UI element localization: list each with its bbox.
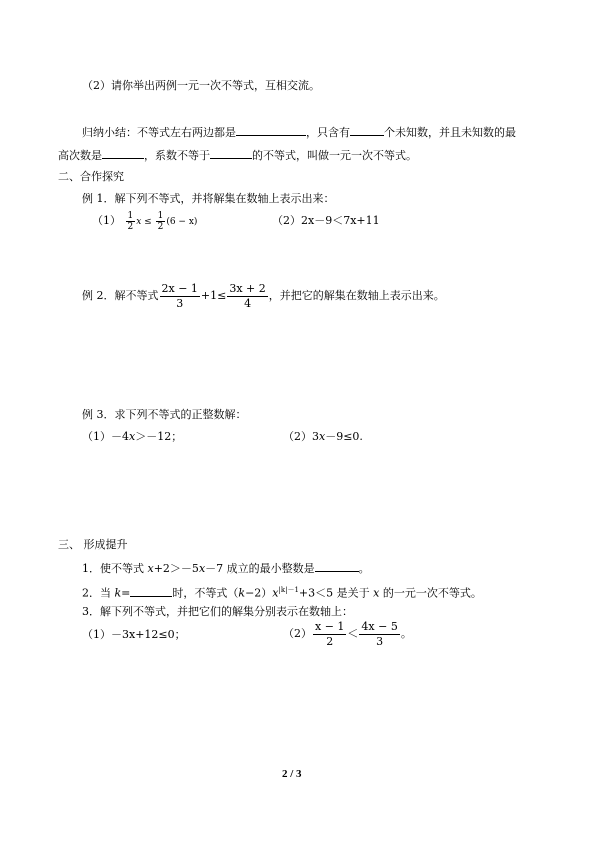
blank-3 (102, 147, 144, 159)
question-3: 3．解下列不等式，并把它们的解集分别表示在数轴上： (82, 605, 353, 618)
example-1-problem-1: （1） $\frac{1}{2}$ x ≤ $\frac{1}{2}$ (6 − x) (92, 210, 198, 232)
example-1: 例 1．解下列不等式，并将解集在数轴上表示出来： (82, 192, 335, 205)
example-1-problem-2: （2）2x－9＜7x+11 (272, 214, 380, 227)
question-1: 1．使不等式 x+2＞－5x－7 成立的最小整数是 。 (82, 562, 370, 575)
fraction-4x-5-over-3: $\frac{4x - 5}{3}$ (361, 619, 398, 648)
question-3-problem-1: （1）－3x+12≤0； (82, 628, 186, 641)
example-3-problem-1: （1）－4x＞－12； (82, 430, 183, 443)
blank-q1 (315, 560, 359, 572)
blank-4 (210, 147, 252, 159)
summary-line-1: 归纳小结：不等式左右两边都是 ，只含有 个未知数，并且未知数的最 (82, 126, 516, 139)
summary-line-2: 高次数是 ，系数不等于 的不等式，叫做一元一次不等式。 (58, 149, 417, 162)
example-3-problem-2: （2）3x－9≤0. (283, 430, 363, 443)
summary-label: 归纳小结： (82, 126, 137, 139)
example-3: 例 3．求下列不等式的正整数解： (82, 408, 247, 421)
fraction-2x-1-over-3: $\frac{2x - 1}{3}$ (161, 281, 198, 310)
blank-2 (350, 124, 384, 136)
section-3-heading: 三、 形成提升 (58, 538, 128, 551)
blank-1 (236, 124, 306, 136)
question-2: 2．当 k= 时，不等式$(k-2)x^{|k|-1}+3<5$ 是关于 x 的一元一次不等式。 (82, 586, 482, 600)
fraction-3x+2-over-4: $\frac{3x + 2}{4}$ (229, 281, 266, 310)
section-2-heading: 二、合作探究 (58, 170, 124, 183)
question-3-problem-2: （2） $\frac{x - 1}{2}$ ＜ $\frac{4x - 5}{3}$ 。 (283, 619, 412, 648)
half-fraction-2: $\frac{1}{2}$ (157, 210, 164, 232)
blank-q2 (130, 585, 172, 597)
item-2: （2）请你举出两例一元一次不等式，互相交流。 (82, 79, 320, 92)
page-number: 2 / 3 (282, 768, 302, 780)
example-2: 例 2．解不等式 $\frac{2x - 1}{3}$ +1≤ $\frac{3x + 2}{4}$ ，并把它的解集在数轴上表示出来。 (82, 281, 445, 310)
fraction-x-1-over-2: $\frac{x - 1}{2}$ (315, 619, 345, 648)
half-fraction-1: $\frac{1}{2}$ (127, 210, 134, 232)
